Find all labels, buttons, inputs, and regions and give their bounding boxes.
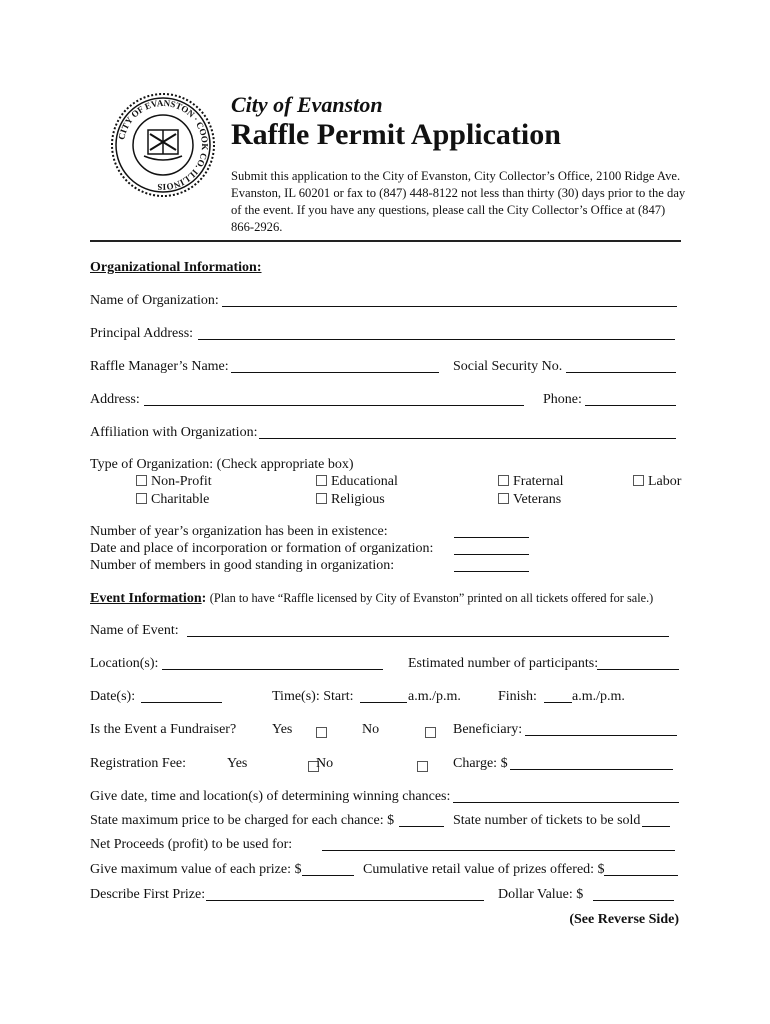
first-prize-label: Describe First Prize: bbox=[90, 887, 206, 902]
locations-line bbox=[162, 669, 383, 670]
regfee-no-checkbox[interactable] bbox=[417, 761, 428, 772]
winning-chances-line bbox=[453, 802, 679, 803]
dollar-value-line bbox=[593, 900, 674, 901]
incorporation-line bbox=[454, 554, 529, 555]
svg-text:CITY OF EVANSTON · COOK CO. IL: CITY OF EVANSTON · COOK CO. ILLINOIS bbox=[116, 97, 211, 193]
members-input[interactable] bbox=[454, 556, 529, 572]
participants-label: Estimated number of participants: bbox=[408, 656, 599, 671]
first-prize-line bbox=[206, 900, 484, 901]
type-religious[interactable]: Religious bbox=[316, 492, 385, 508]
type-nonprofit[interactable]: Non-Profit bbox=[136, 474, 212, 490]
principal-address-line bbox=[198, 339, 675, 340]
finish-time-input[interactable] bbox=[544, 687, 572, 703]
address-label: Address: bbox=[90, 392, 140, 407]
tickets-sold-label: State number of tickets to be sold bbox=[453, 813, 641, 828]
charge-input[interactable] bbox=[510, 754, 673, 770]
fundraiser-yes-label: Yes bbox=[272, 722, 293, 737]
locations-input[interactable] bbox=[162, 654, 383, 670]
winning-chances-label: Give date, time and location(s) of determining winning chances: bbox=[90, 789, 451, 804]
affiliation-input[interactable] bbox=[259, 423, 676, 439]
educational-checkbox[interactable] bbox=[316, 475, 327, 486]
city-seal-logo bbox=[110, 92, 216, 198]
years-existence-input[interactable] bbox=[454, 522, 529, 538]
charge-label: Charge: $ bbox=[453, 756, 508, 771]
dates-line bbox=[141, 702, 222, 703]
event-info-note: (Plan to have “Raffle licensed by City of Evanston” printed on all tickets offered for sale.) bbox=[209, 591, 654, 605]
event-info-heading-row: Event Information: (Plan to have “Raffle licensed by City of Evanston” printed on all tickets offered for sale.) bbox=[90, 591, 654, 606]
org-name-label: Name of Organization: bbox=[90, 293, 219, 308]
max-prize-input[interactable] bbox=[302, 860, 354, 876]
type-veterans[interactable]: Veterans bbox=[498, 492, 561, 508]
org-name-input[interactable] bbox=[222, 291, 677, 307]
incorporation-input[interactable] bbox=[454, 539, 529, 555]
dates-input[interactable] bbox=[141, 687, 222, 703]
ssn-label: Social Security No. bbox=[453, 359, 563, 374]
members-label: Number of members in good standing in organization: bbox=[90, 558, 395, 573]
net-proceeds-input[interactable] bbox=[322, 835, 675, 851]
dollar-value-label: Dollar Value: $ bbox=[498, 887, 584, 902]
ssn-input[interactable] bbox=[566, 357, 676, 373]
incorporation-label: Date and place of incorporation or formation of organization: bbox=[90, 541, 434, 556]
fundraiser-no-label: No bbox=[362, 722, 380, 737]
fundraiser-no-checkbox[interactable] bbox=[425, 727, 436, 738]
event-name-label: Name of Event: bbox=[90, 623, 179, 638]
max-prize-label: Give maximum value of each prize: $ bbox=[90, 862, 302, 877]
locations-label: Location(s): bbox=[90, 656, 159, 671]
dates-label: Date(s): bbox=[90, 689, 136, 704]
type-charitable[interactable]: Charitable bbox=[136, 492, 209, 508]
max-prize-line bbox=[302, 875, 354, 876]
address-line bbox=[144, 405, 524, 406]
registration-fee-label: Registration Fee: bbox=[90, 756, 187, 771]
charitable-checkbox[interactable] bbox=[136, 493, 147, 504]
start-time-input[interactable] bbox=[360, 687, 407, 703]
form-title: Raffle Permit Application bbox=[231, 118, 561, 151]
members-line bbox=[454, 571, 529, 572]
veterans-checkbox[interactable] bbox=[498, 493, 509, 504]
raffle-manager-label: Raffle Manager’s Name: bbox=[90, 359, 229, 374]
finish-ampm-label: a.m./p.m. bbox=[572, 689, 625, 704]
max-price-line bbox=[399, 826, 444, 827]
event-info-heading: Event Information bbox=[90, 591, 202, 606]
affiliation-label: Affiliation with Organization: bbox=[90, 425, 258, 440]
net-proceeds-label: Net Proceeds (profit) to be used for: bbox=[90, 837, 293, 852]
finish-time-line bbox=[544, 702, 572, 703]
org-name-line bbox=[222, 306, 677, 307]
phone-label: Phone: bbox=[543, 392, 582, 407]
tickets-sold-input[interactable] bbox=[642, 811, 670, 827]
max-price-input[interactable] bbox=[399, 811, 444, 827]
see-reverse-side: (See Reverse Side) bbox=[569, 912, 679, 927]
first-prize-input[interactable] bbox=[206, 885, 484, 901]
raffle-manager-line bbox=[231, 372, 439, 373]
regfee-yes-label: Yes bbox=[227, 756, 248, 771]
type-educational[interactable]: Educational bbox=[316, 474, 398, 490]
event-name-input[interactable] bbox=[187, 621, 669, 637]
labor-checkbox[interactable] bbox=[633, 475, 644, 486]
beneficiary-label: Beneficiary: bbox=[453, 722, 523, 737]
tickets-sold-line bbox=[642, 826, 670, 827]
winning-chances-input[interactable] bbox=[453, 787, 679, 803]
org-info-heading: Organizational Information: bbox=[90, 260, 262, 275]
dollar-value-input[interactable] bbox=[593, 885, 674, 901]
header-divider bbox=[90, 240, 681, 242]
start-ampm-label: a.m./p.m. bbox=[408, 689, 461, 704]
cumulative-value-label: Cumulative retail value of prizes offered: $ bbox=[363, 862, 605, 877]
fundraiser-label: Is the Event a Fundraiser? bbox=[90, 722, 237, 737]
principal-address-label: Principal Address: bbox=[90, 326, 194, 341]
address-input[interactable] bbox=[144, 390, 524, 406]
beneficiary-input[interactable] bbox=[525, 720, 677, 736]
cumulative-value-line bbox=[604, 875, 678, 876]
org-type-label: Type of Organization: (Check appropriate box) bbox=[90, 457, 354, 472]
years-existence-label: Number of year’s organization has been in existence: bbox=[90, 524, 388, 539]
fundraiser-yes-checkbox[interactable] bbox=[316, 727, 327, 738]
ssn-line bbox=[566, 372, 676, 373]
start-time-label: Time(s): Start: bbox=[272, 689, 354, 704]
years-existence-line bbox=[454, 537, 529, 538]
cumulative-value-input[interactable] bbox=[604, 860, 678, 876]
type-labor[interactable]: Labor bbox=[633, 474, 681, 490]
event-name-line bbox=[187, 636, 669, 637]
net-proceeds-line bbox=[322, 850, 675, 851]
participants-line bbox=[597, 669, 679, 670]
affiliation-line bbox=[259, 438, 676, 439]
charge-line bbox=[510, 769, 673, 770]
intro-text: Submit this application to the City of Evanston, City Collector’s Office, 2100 Ridge Ave. Evanston, IL 60201 or fax to (847) 448-8122 not less than thirty (30) days prior to the day of the event. If you have any questions, please call the City Collector’s Office at (847) 866-2926. bbox=[231, 169, 686, 234]
phone-input[interactable] bbox=[585, 390, 676, 406]
phone-line bbox=[585, 405, 676, 406]
beneficiary-line bbox=[525, 735, 677, 736]
start-time-line bbox=[360, 702, 407, 703]
participants-input[interactable] bbox=[597, 654, 679, 670]
fraternal-checkbox[interactable] bbox=[498, 475, 509, 486]
regfee-no-label: No bbox=[316, 756, 334, 771]
principal-address-input[interactable] bbox=[198, 324, 675, 340]
religious-checkbox[interactable] bbox=[316, 493, 327, 504]
type-fraternal[interactable]: Fraternal bbox=[498, 474, 564, 490]
raffle-manager-input[interactable] bbox=[231, 357, 439, 373]
nonprofit-checkbox[interactable] bbox=[136, 475, 147, 486]
finish-label: Finish: bbox=[498, 689, 537, 704]
max-price-label: State maximum price to be charged for each chance: $ bbox=[90, 813, 395, 828]
city-name: City of Evanston bbox=[231, 92, 383, 117]
